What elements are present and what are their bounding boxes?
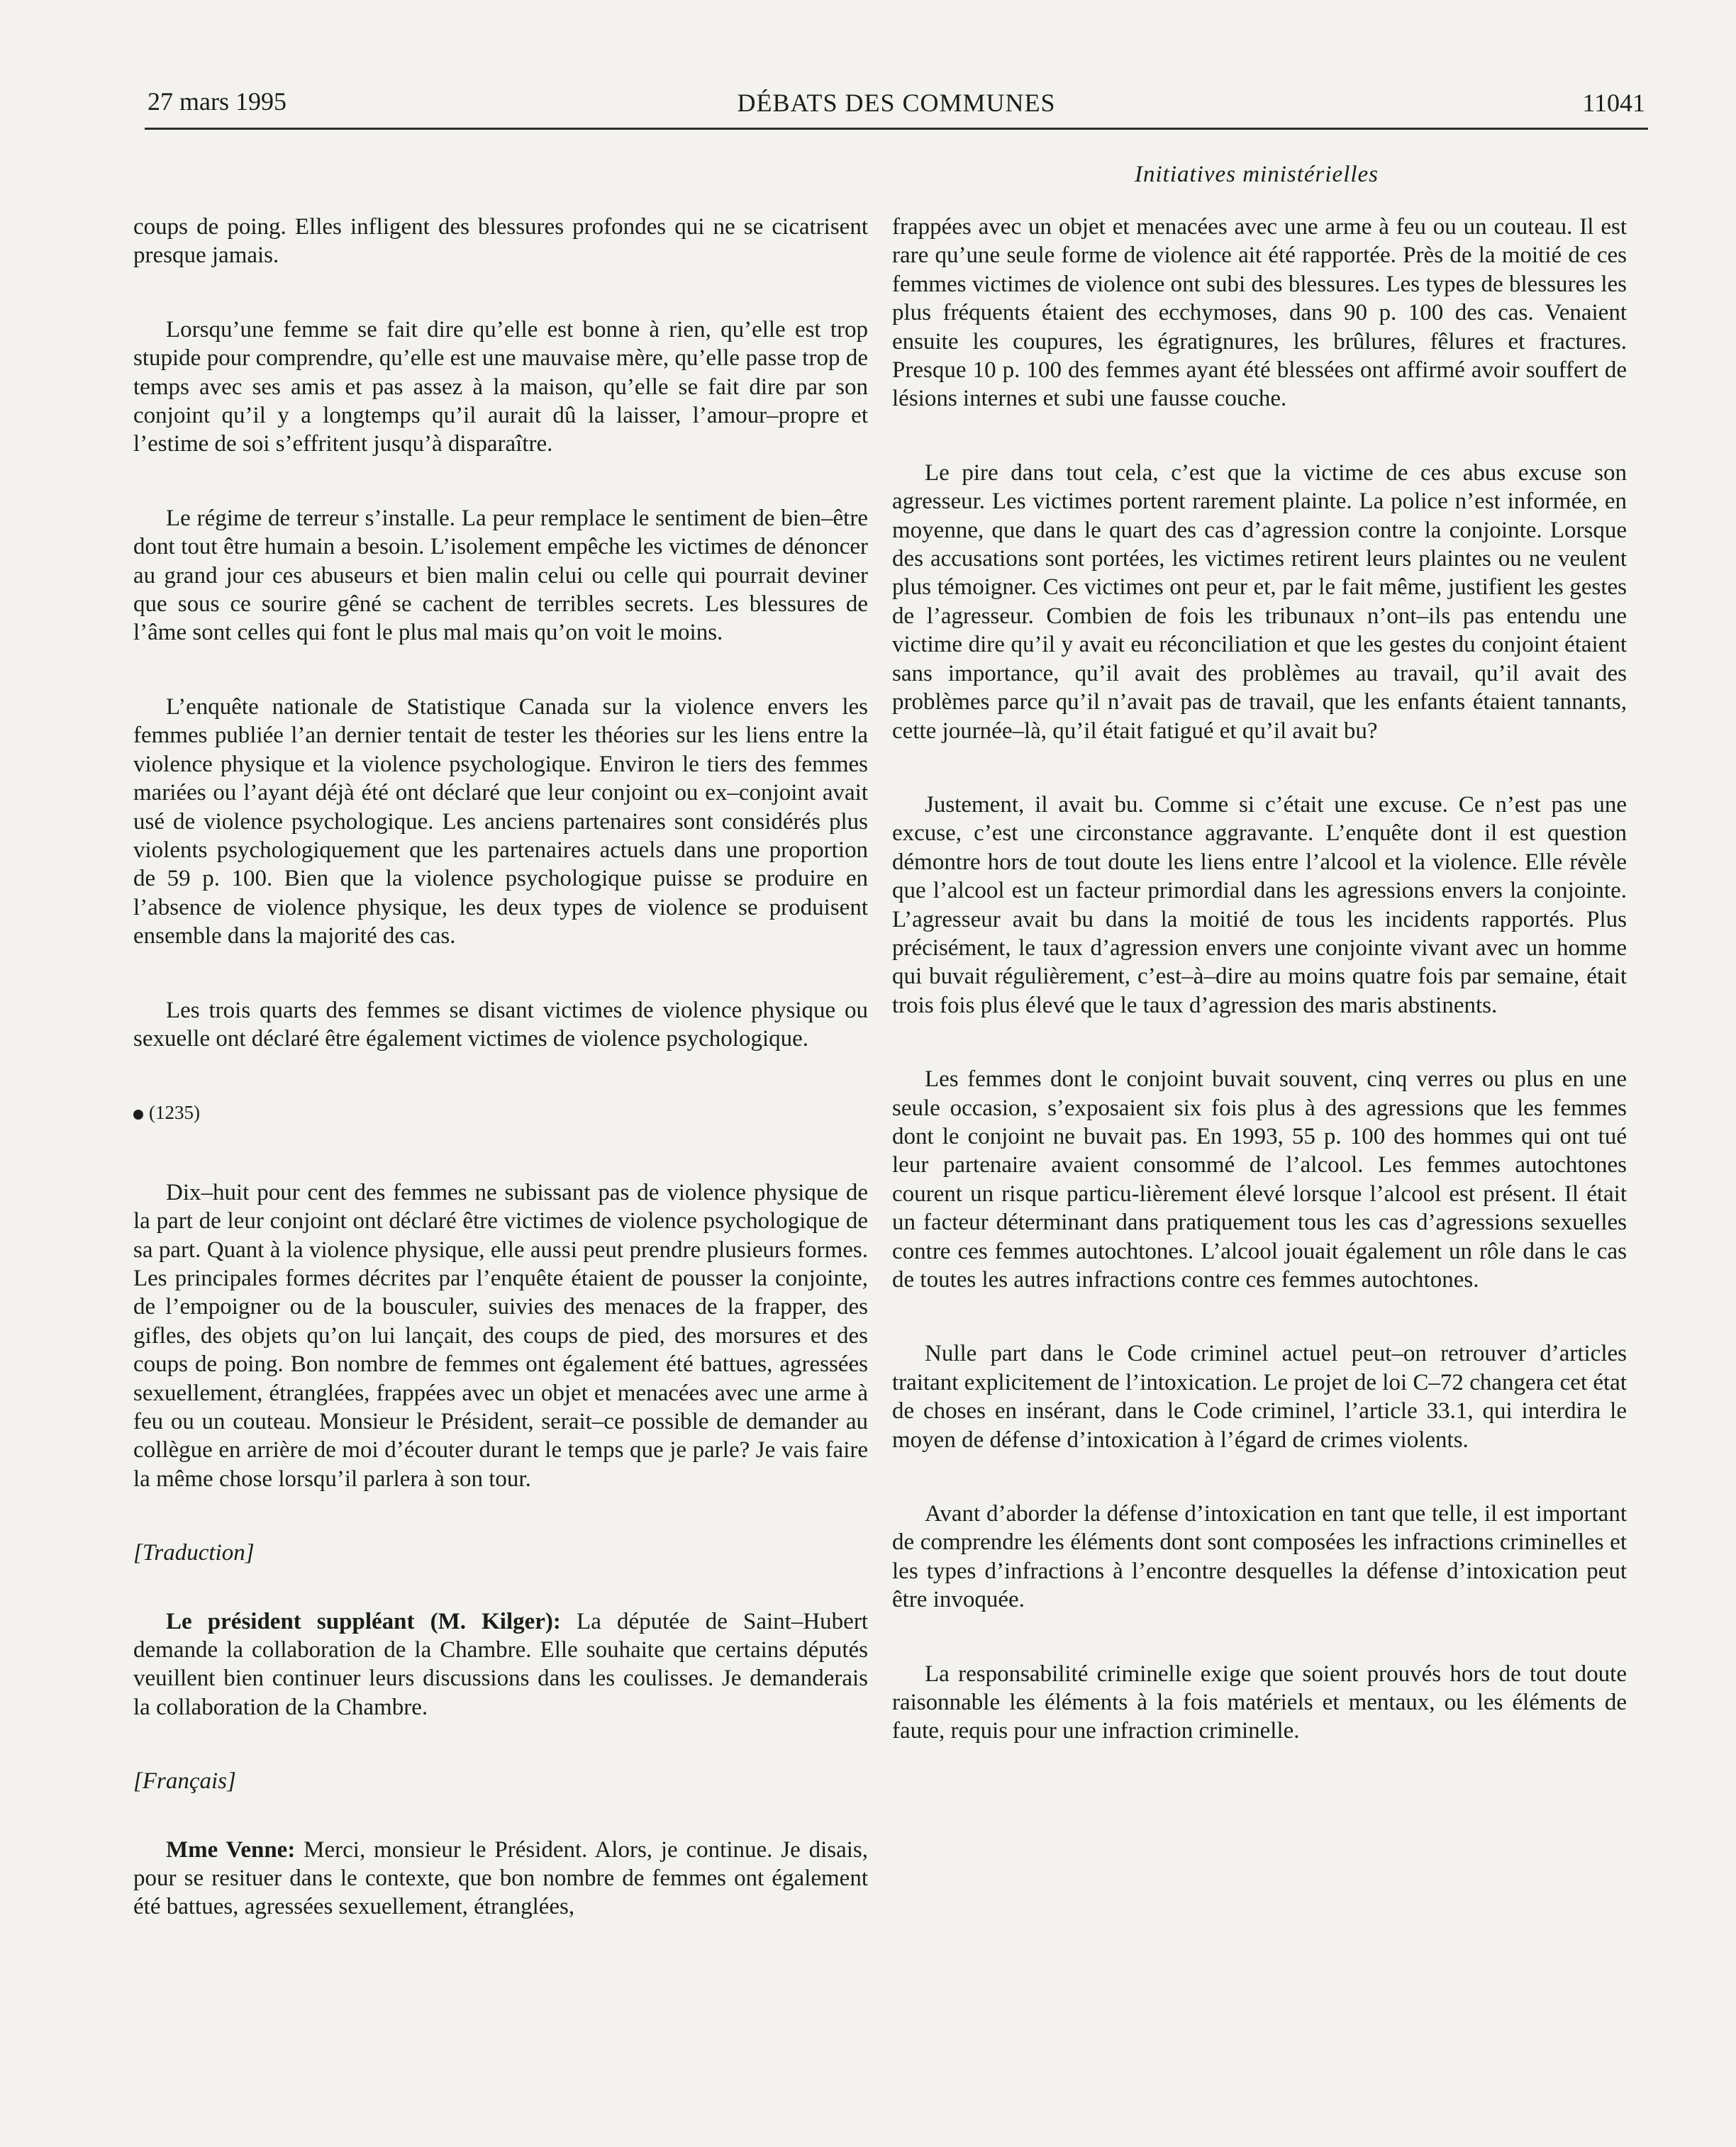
paragraph: Nulle part dans le Code criminel actuel peut–on retrouver d’articles traitant explicitement de l’intoxication. Le projet de loi C–72 changera cet état de choses en insérant, dans le Code criminel, l’article 33.1, qui interdira le moyen de défense d’intoxication à l’égard de crimes violents. [892, 1341, 1627, 1453]
bullet-icon [133, 1110, 143, 1120]
paragraph: frappées avec un objet et menacées avec une arme à feu ou un couteau. Il est rare qu’une seule forme de violence ait été rapportée. Près de la moitié de ces femmes victimes de violence ont subi des blessures. Les types de blessures les plus fréquents étaient des ecchymoses, dans 90 p. 100 des cas. Venaient ensuite les coupures, les égratignures, les brûlures, fêlures et fractures. Presque 10 p. 100 des femmes ayant été blessées ont affirmé avoir souffert de lésions internes et subi une fausse couche. [892, 214, 1627, 412]
header-date: 27 mars 1995 [148, 87, 286, 116]
paragraph: Lorsqu’une femme se fait dire qu’elle est bonne à rien, qu’elle est trop stupide pour comprendre, qu’elle est une mauvaise mère, qu’elle passe trop de temps avec ses amis et pas assez à la maison, qu’elle se fait dire par son conjoint qu’il y a longtemps qu’il aurait dû la laisser, l’amour–propre et l’estime de soi s’effritent jusqu’à disparaître. [133, 316, 868, 457]
paragraph: Le pire dans tout cela, c’est que la victime de ces abus excuse son agresseur. Les victimes portent rarement plainte. La police n’est informée, en moyenne, que dans le quart des cas d’agression contre la conjointe. Lorsque des accusations sont portées, les victimes retirent leurs plaintes ou ne veulent plus témoigner. Ces victimes ont peur et, par le fait même, justifient les gestes de l’agresseur. Combien de fois les tribunaux n’ont–ils pas entendu une victime dire qu’il y avait eu réconciliation et que les gestes du conjoint étaient sans importance, qu’il avait des problèmes au travail, qu’il avait des problèmes parce qu’il n’avait pas de travail, que les enfants étaient tannants, cette journée–là, qu’il était fatigué et qu’il avait bu? [892, 459, 1627, 744]
paragraph: Dix–huit pour cent des femmes ne subissant pas de violence physique de la part de leur conjoint ont déclaré être victimes de violence psychologique de sa part. Quant à la violence physique, elle aussi peut prendre plusieurs formes. Les principales formes décrites par l’enquête étaient de pousser la conjointe, de l’empoigner ou de la bousculer, suivies des menaces de la frapper, des gifles, des objets qu’on lui lançait, des coups de pied, des morsures et des coups de poing. Bon nombre de femmes ont également été battues, agressées sexuellement, étranglées, frappées avec un objet et menacées avec une arme à feu ou un couteau. Monsieur le Président, serait–ce possible de demander au collègue en arrière de moi d’écouter durant le temps que je parle? Je vais faire la même chose lorsqu’il parlera à son tour. [133, 1179, 868, 1492]
speaker-paragraph [133, 1607, 868, 1722]
paragraph: Les trois quarts des femmes se disant victimes de violence physique ou sexuelle ont déclaré être également victimes de violence psychologique. [133, 997, 868, 1052]
left-column [133, 213, 868, 1967]
language-marker: [Français] [133, 1768, 236, 1795]
paragraph: La responsabilité criminelle exige que soient prouvés hors de tout doute raisonnable les éléments à la fois matériels et mentaux, ou les éléments de faute, requis pour une infraction criminelle. [892, 1661, 1627, 1744]
paragraph: Justement, il avait bu. Comme si c’était une excuse. Ce n’est pas une excuse, c’est une circonstance aggravante. L’enquête dont il est question démontre hors de tout doute les liens entre l’alcool et la violence. Elle révèle que l’alcool est un facteur primordial dans les agressions envers la conjointe. L’agresseur avait bu dans la moitié de tous les incidents rapportés. Plus précisément, le taux d’agression envers une conjointe vivant avec un homme qui buvait régulièrement, c’est–à–dire au moins quatre fois par semaine, était trois fois plus élevé que le taux d’agression des maris abstinents. [892, 791, 1627, 1018]
right-column [892, 213, 1627, 1791]
time-marker-text: (1235) [149, 1102, 200, 1124]
paragraph: Les femmes dont le conjoint buvait souvent, cinq verres ou plus en une seule occasion, s’exposaient six fois plus à des agressions que les femmes dont le conjoint ne buvait pas. En 1993, 55 p. 100 des hommes qui ont tué leur partenaire avaient consommé de l’alcool. Les femmes autochtones courent un risque particu-lièrement élevé lorsque l’alcool est présent. Il était un facteur déterminant dans pratiquement tous les cas d’agressions sexuelles contre ces femmes autochtones. L’alcool jouait également un rôle dans le cas de toutes les autres infractions contre ces femmes autochtones. [892, 1066, 1627, 1293]
section-label: Initiatives ministérielles [1135, 162, 1379, 187]
time-marker [133, 1098, 868, 1127]
speaker-name: Mme Venne: [166, 1836, 296, 1863]
paragraph: Le régime de terreur s’installe. La peur remplace le sentiment de bien–être dont tout être humain a besoin. L’isolement empêche les victimes de dénoncer au grand jour ces abuseurs et bien malin celui ou celle qui pourrait deviner que sous ce sourire gêné se cachent de terribles secrets. Les blessures de l’âme sont celles qui font le plus mal mais qu’on voit le moins. [133, 505, 868, 646]
speech-text: La députée de Saint–Hubert demande la collaboration de la Chambre. Elle souhaite que certains députés veuillent bien continuer leurs discussions dans les coulisses. Je demanderais la collaboration de la Chambre. [133, 1608, 868, 1720]
header-title: DÉBATS DES COMMUNES [737, 89, 1056, 117]
speech-text: Merci, monsieur le Président. Alors, je continue. Je disais, pour se resituer dans le contexte, que bon nombre de femmes ont également été battues, agressées sexuellement, étranglées, [133, 1836, 868, 1920]
language-marker: [Traduction] [133, 1540, 255, 1566]
page-header [145, 79, 1648, 130]
speaker-name: Le président suppléant (M. Kilger): [166, 1608, 561, 1634]
speaker-paragraph [133, 1836, 868, 1922]
page-number: 11041 [1582, 89, 1645, 117]
paragraph: coups de poing. Elles infligent des blessures profondes qui ne se cicatrisent presque jamais. [133, 214, 868, 269]
paragraph: Avant d’aborder la défense d’intoxication en tant que telle, il est important de comprendre les éléments dont sont composées les infractions criminelles et les types d’infractions à l’encontre desquelles la défense d’intoxication peut être invoquée. [892, 1501, 1627, 1613]
paragraph: L’enquête nationale de Statistique Canada sur la violence envers les femmes publiée l’an dernier tentait de tester les théories sur les liens entre la violence physique et la violence psychologique. Environ le tiers des femmes mariées ou l’ayant déjà été ont déclaré que leur conjoint ou ex–conjoint avait usé de violence psychologique. Les anciens partenaires sont considérés plus violents psychologiquement que les partenaires actuels dans une proportion de 59 p. 100. Bien que la violence psychologique puisse se produire en l’absence de violence physique, les deux types de violence se produisent ensemble dans la majorité des cas. [133, 693, 868, 949]
